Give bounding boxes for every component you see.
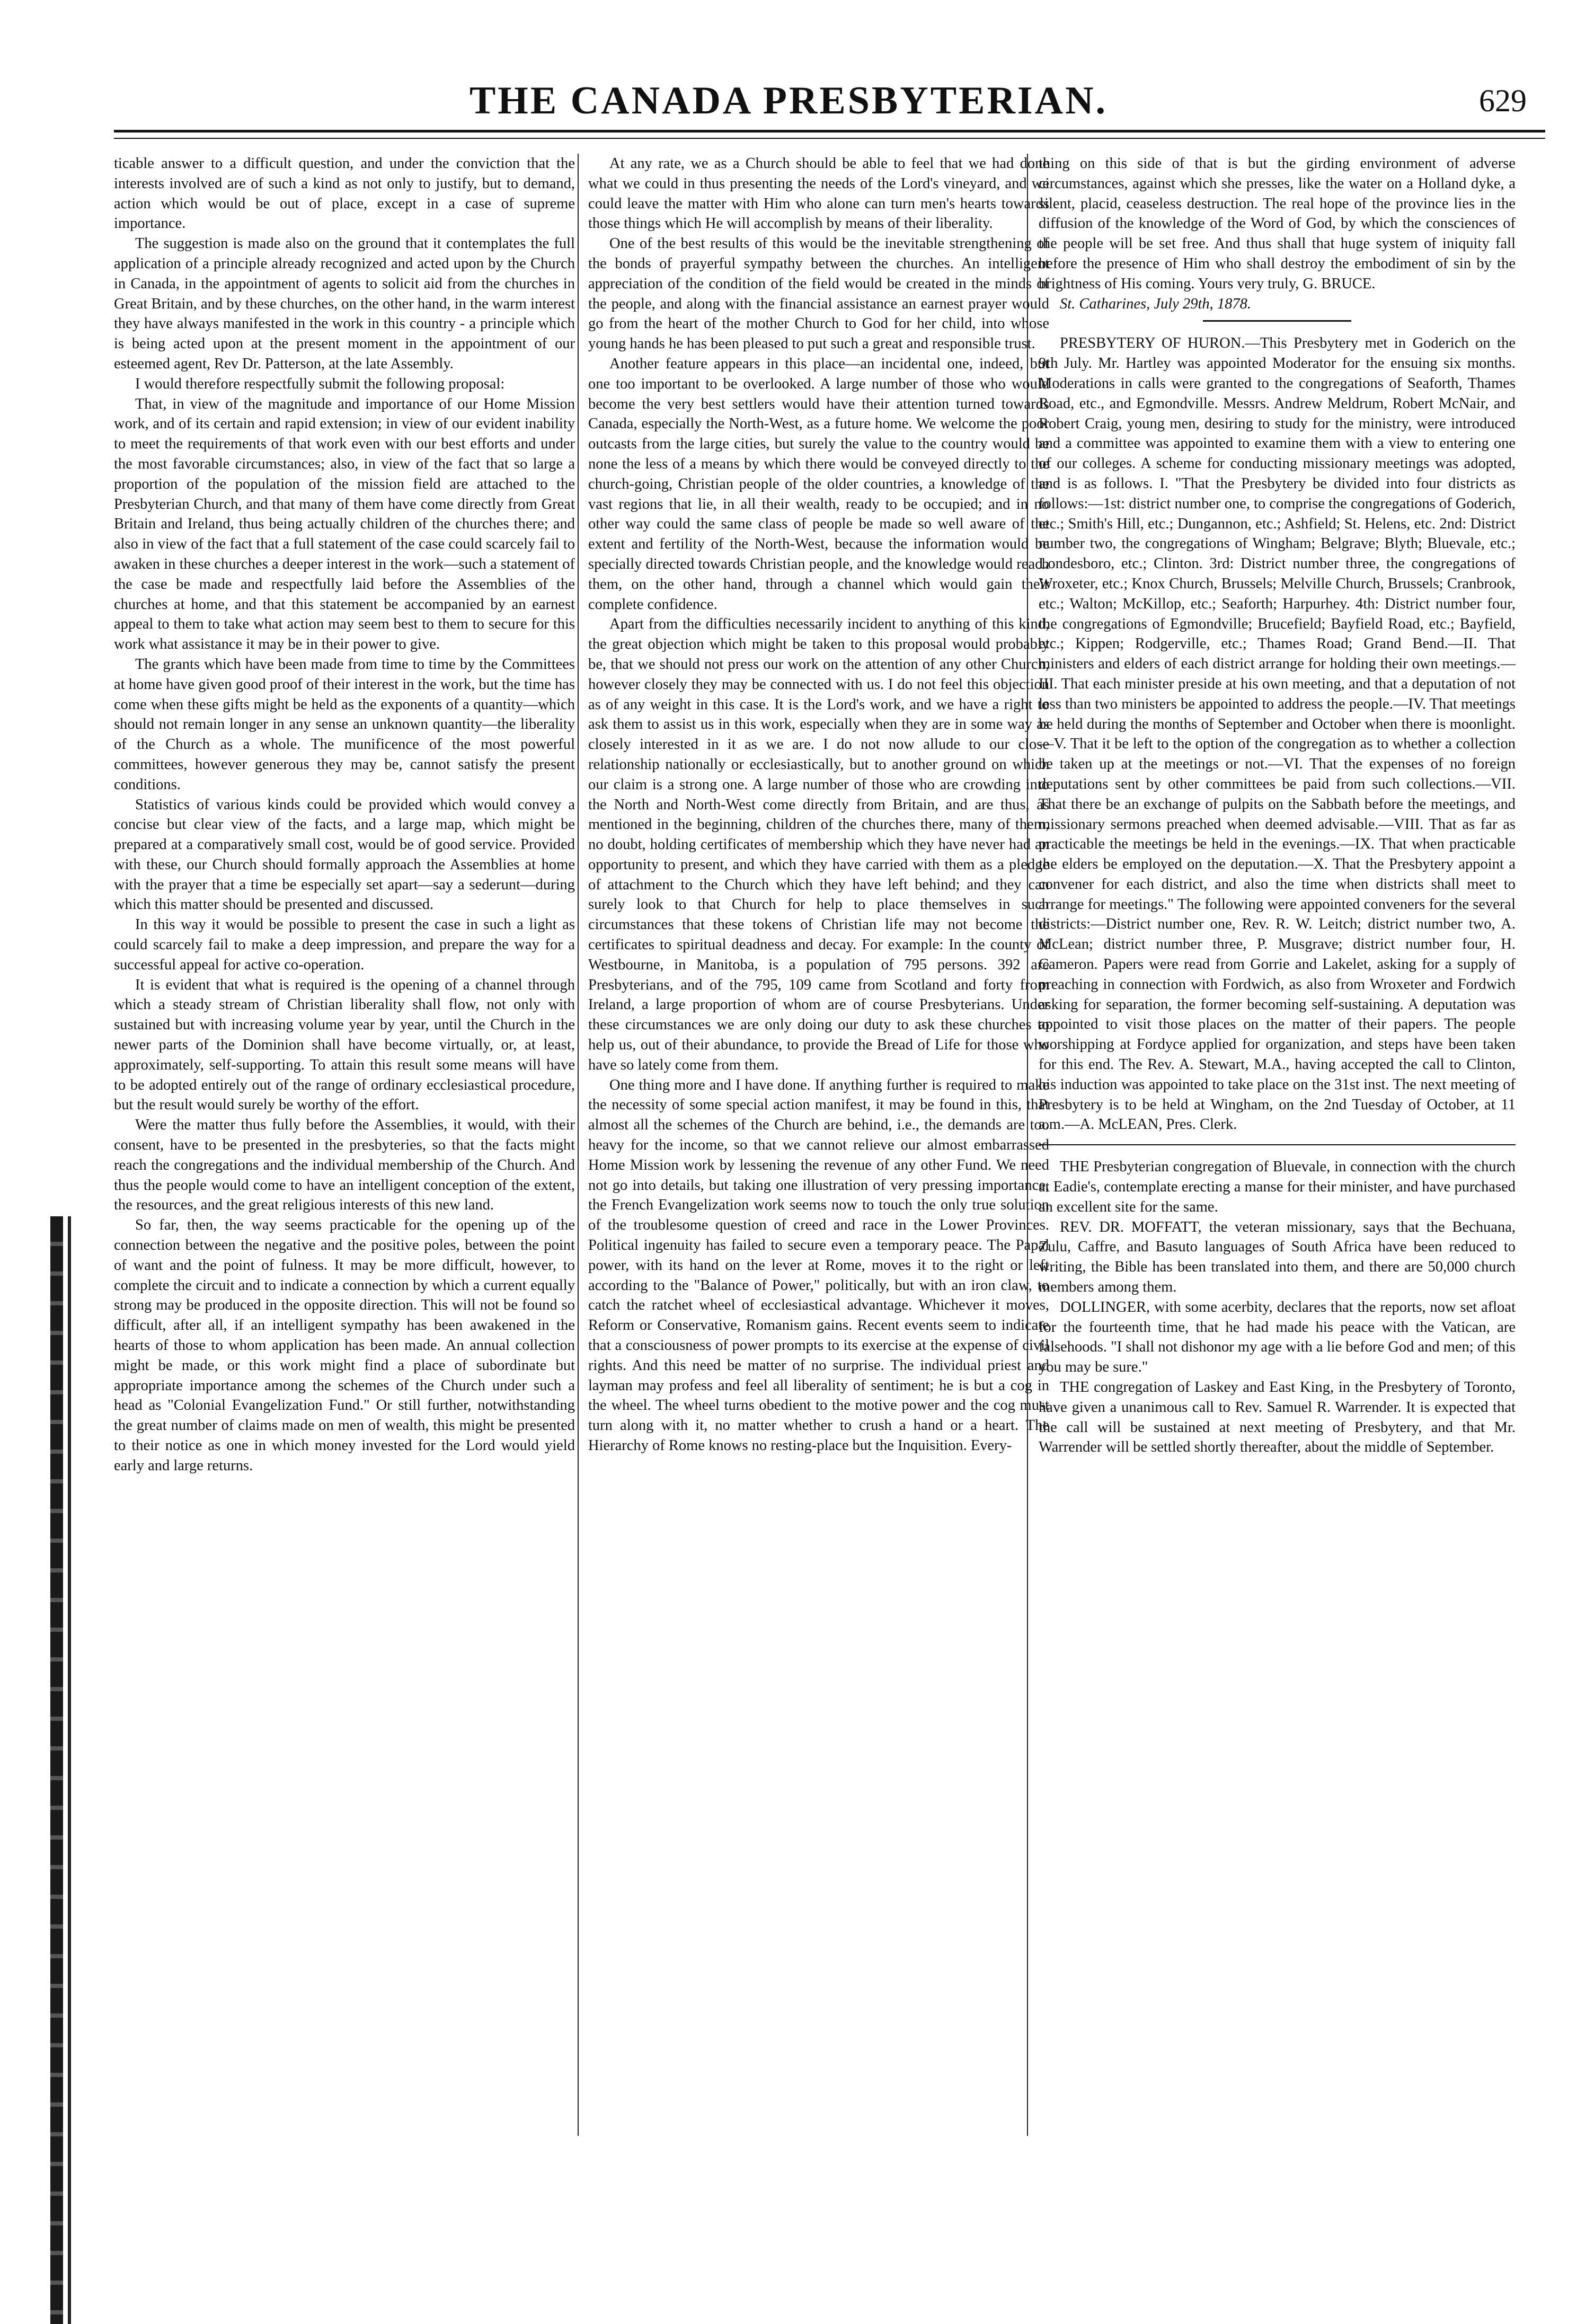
header-rule-thin [114,138,1545,139]
news-note: REV. DR. MOFFATT, the veteran missionary, says that the Bechuana, Zulu, Caffre, and Basuto languages of South Africa have been reduced to writing, the Bible has been translated into them, and there are 50,000 church members among them. [1039,1218,1516,1296]
header-rule-thick [114,130,1545,132]
paragraph: Statistics of various kinds could be provided which would convey a concise but clear view of the facts, and a large map, which might be prepared at a comparatively small cost, would be of good service. Provided with these, our Church should formally approach the Assemblies at home with the prayer that a time be especially set apart—say a sederunt—during which this matter should be presented and discussed. [114,796,575,913]
paragraph: The grants which have been made from time to time by the Committees at home have given good proof of their interest in the work, but the time has come when these gifts might be held as the exponents of a quantity—which should not remain longer in any sense an unknown quantity—the liberality of the Church as a whole. The munificence of the most powerful committees, however generous they may be, cannot satisfy the present conditions. [114,656,575,793]
paragraph: I would therefore respectfully submit the following proposal: [135,375,505,392]
page-number: 629 [1479,83,1527,118]
news-note: DOLLINGER, with some acerbity, declares that the reports, now set afloat for the fourteenth time, that he had made his peace with the Vatican, are falsehoods. "I shall not dishonor my age with a lie before God and men; of this you may be sure." [1039,1298,1516,1376]
paragraph: One of the best results of this would be the inevitable strengthening of the bonds of prayerful sympathy between the churches. An intelligent appreciation of the condition of the field would be created in the minds of the people, and along with the financial assistance an earnest prayer would go from the heart of the mother Church to God for her child, into whose young hands he has been pleased to put such a great and responsible trust. [588,235,1049,352]
paragraph: At any rate, we as a Church should be able to feel that we had done what we could in thus presenting the needs of the Lord's vineyard, and we could leave the matter with Him who alone can turn men's hearts towards those things which He will accomplish by means of their liberality. [588,155,1049,232]
margin-scan-line [68,1216,71,2324]
page-header [0,0,1577,132]
paragraph: The suggestion is made also on the ground that it contemplates the full application of a principle already recognized and acted upon by the Church in Canada, in the appointment of agents to solicit aid from the churches in Great Britain, and by these churches, on the other hand, in the warm interest they have always manifested in the work in this country - a principle which is being acted upon at the present moment in the appointment of our esteemed agent, Rev Dr. Patterson, at the late Assembly. [114,235,575,372]
paragraph: In this way it would be possible to present the case in such a light as could scarcely fail to make a deep impression, and prepare the way for a successful appeal for active co-operation. [114,916,575,973]
column-1 [114,154,575,1476]
section-rule [1039,1144,1516,1145]
paragraph: Apart from the difficulties necessarily incident to anything of this kind, the great objection which might be taken to this proposal would probably be, that we should not press our work on the attention of any other Church, however closely they may be connected with us. I do not feel this objection as of any weight in this case. It is the Lord's work, and we have a right to ask them to assist us in this work, especially when they are in some way as closely interested in it as we are. I do not now allude to our close relationship nationally or ecclesiastically, but to another ground on which our claim is a strong one. A large number of those who are crowding into the North and North-West come directly from Britain, and are thus, as mentioned in the beginning, children of the churches there, many of them, no doubt, holding certificates of membership which they have never had an opportunity to present, and which they have carried with them as a pledge of attachment to the Church which they have left behind; and they can surely look to that Church for help to place themselves in such circumstances that these tokens of Christian life may not become the certificates to spiritual deadness and decay. For example: In the county of Westbourne, in Manitoba, is a population of 795 persons. 392 are Presbyterians, and of the 795, 109 came from Scotland and forty from Ireland, a large proportion of whom are of course Presbyterians. Under these circumstances we are only doing our duty to ask these churches to help us, out of their abundance, to provide the Bread of Life for those who have so lately come from them. [588,616,1049,1073]
paragraph: It is evident that what is required is the opening of a channel through which a steady stream of Christian liberality shall flow, not only with sustained but with increasing volume year by year, until the Church in the newer parts of the Dominion shall have become virtually, or, at least, approximately, self-supporting. To attain this result some means will have to be adopted entirely out of the range of ordinary ecclesiastical procedure, but the result would surely be worthy of the effort. [114,976,575,1114]
column-2 [588,154,1049,1456]
paragraph: That, in view of the magnitude and importance of our Home Mission work, and of its certain and rapid extension; in view of our evident inability to meet the requirements of that work even with our best efforts and under the most favorable circumstances; also, in view of the fact that so large a proportion of the population of the mission field are attached to the Presbyterian Church, and that many of them have come directly from Great Britain and Ireland, thus being actually children of the churches there; and also in view of the fact that a full statement of the case could scarcely fail to awaken in these churches a deeper interest in the work—such a statement of the case be made and respectfully laid before the Assemblies of the churches at home, and that this statement be accompanied by an earnest appeal to them to take what action may seem best to them to secure for this work what assistance it may be in their power to give. [114,395,575,653]
presbytery-report: PRESBYTERY OF HURON.—This Presbytery met in Goderich on the 9th July. Mr. Hartley was appointed Moderator for the ensuing six months. Moderations in calls were granted to the congregations of Seaforth, Thames Road, etc., and Egmondville. Messrs. Andrew Meldrum, Robert McNair, and Robert Craig, young men, desiring to study for the ministry, were introduced and a committee was appointed to examine them with a view to entering one of our colleges. A scheme for conducting missionary meetings was adopted, and is as follows. I. "That the Presbytery be divided into four districts as follows:—1st: district number one, to comprise the congregations of Goderich, etc.; Smith's Hill, etc.; Dungannon, etc.; Ashfield; St. Helens, etc. 2nd: District number two, the congregations of Wingham; Belgrave; Blyth; Bluevale, etc.; Londesboro, etc.; Clinton. 3rd: District number three, the congregations of Wroxeter, etc.; Knox Church, Brussels; Melville Church, Brussels; Cranbrook, etc.; Walton; McKillop, etc.; Seaforth; Harpurhey. 4th: District number four, the congregations of Egmondville; Brucefield; Bayfield Road, etc.; Bayfield, etc.; Kippen; Rodgerville, etc.; Thames Road; Grand Bend.—II. That ministers and elders of each district arrange for holding their own meetings.—III. That each minister preside at his own meeting, and that a deputation of not less than two ministers be appointed to address the people.—IV. That meetings be held during the months of September and October when there is moonlight.—V. That it be left to the option of the congregation as to whether a collection be taken up at the meetings or not.—VI. That the expenses of no foreign deputations sent by other committees be paid from such collections.—VII. That there be an exchange of pulpits on the Sabbath before the meetings, and missionary sermons preached when deemed advisable.—VIII. That as far as practicable the meetings be held in the evenings.—IX. That when practicable the elders be employed on the deputation.—X. That the Presbytery appoint a convener for each district, and also the time when districts shall meet to arrange for meetings." The following were appointed conveners for the several districts:—District number one, Rev. R. W. Leitch; district number two, A. McLean; district number three, P. Musgrave; district number four, H. Cameron. Papers were read from Gorrie and Lakelet, asking for a supply of preaching in connection with Fordwich, as also from Wroxeter and Fordwich asking for separation, the former becoming self-sustaining. A deputation was appointed to visit those places on the matter of their papers. The people worshipping at Fordyce applied for organization, and steps have been taken for this end. The Rev. A. Stewart, M.A., having accepted the call to Clinton, his induction was appointed to take place on the 31st inst. The next meeting of Presbytery is to be held at Wingham, on the 2nd Tuesday of October, at 11 a.m.—A. McLEAN, Pres. Clerk. [1039,335,1516,1133]
news-note: THE Presbyterian congregation of Bluevale, in connection with the church at Eadie's, contemplate erecting a manse for their minister, and have purchased an excellent site for the same. [1039,1159,1516,1215]
paragraph: So far, then, the way seems practicable for the opening up of the connection between the negative and the positive poles, between the point of want and the point of fulness. It may be more difficult, however, to complete the circuit and to indicate a connection by which a current equally strong may be produced in the opposite direction. This will not be found so difficult, after all, if an intelligent sympathy has been awakened in the hearts of those to whom application has been made. An annual collection might be made, or this work might find a place of subordinate but appropriate importance among the schemes of the Church under such a head as "Colonial Evangelization Fund." Or still further, notwithstanding the great number of claims made on men of wealth, this might be presented to their notice as one in which money invested for the Lord would yield early and large returns. [114,1217,575,1474]
news-note: THE congregation of Laskey and East King, in the Presbytery of Toronto, have given a unanimous call to Rev. Samuel R. Warrender. It is expected that the call will be sustained at next meeting of Presbytery, and that Mr. Warrender will be settled shortly thereafter, about the middle of September. [1039,1379,1516,1456]
paragraph: ticable answer to a difficult question, and under the conviction that the interests involved are of such a kind as not only to justify, but to demand, action which would be out of place, except in a case of supreme importance. [114,155,575,232]
paragraph: Were the matter thus fully before the Assemblies, it would, with their consent, have to be presented in the presbyteries, so that the facts might reach the congregations and the individual membership of the Church. And thus the people would come to have an intelligent conception of the extent, the resources, and the great religious interests of this new land. [114,1117,575,1214]
paragraph: Another feature appears in this place—an incidental one, indeed, but one too important to be overlooked. A large number of those who would become the very best settlers would have their attention turned towards Canada, especially the North-West, as a future home. We welcome the poor outcasts from the large cities, but surely the value to the country would be none the less of a means by which there would be conveyed directly to the church-going, Christian people of the older countries, a knowledge of the vast regions that lie, in all their wealth, ready to be occupied; and in no other way could the same class of people be made so well aware of the extent and fertility of the North-West, because the information would be specially directed towards Christian people, and the knowledge would reach them, on the other hand, through a channel which would gain their complete confidence. [588,355,1049,613]
letter-signoff: St. Catharines, July 29th, 1878. [1060,295,1251,312]
section-rule [1203,320,1351,322]
margin-scan-bar [50,1216,63,2324]
paragraph: thing on this side of that is but the girding environment of adverse circumstances, against which she presses, like the water on a Holland dyke, a silent, placid, ceaseless destruction. The real hope of the province lies in the diffusion of the knowledge of the Word of God, by which the consciences of the people will be set free. And thus shall that huge system of iniquity fall before the presence of Him who shall destroy the embodiment of sin by the brightness of His coming. Yours very truly, G. BRUCE. [1039,155,1516,292]
column-3 [1039,154,1516,1457]
column-divider [578,154,579,2136]
page-title: THE CANADA PRESBYTERIAN. [469,79,1108,122]
paragraph: One thing more and I have done. If anything further is required to make the necessity of some special action manifest, it may be found in this, that almost all the schemes of the Church are behind, i.e., the demands are too heavy for the income, so that we cannot relieve our almost embarrassed Home Mission work by lessening the revenue of any other Fund. We need not go into details, but taking one illustration of very pressing importance, the French Evangelization work seems now to touch the only true solution of the troublesome question of creed and race in the Lower Provinces. Political ingenuity has failed to secure even a temporary peace. The Papal power, with its hand on the lever at Rome, moves it to the right or left according to the "Balance of Power," politically, but with an iron claw, to catch the ratchet wheel of ecclesiastical advantage. Whichever it moves, Reform or Conservative, Romanism gains. Recent events seem to indicate that a consciousness of power prompts to its exercise at the expense of civil rights. And this need be matter of no surprise. The individual priest and layman may profess and feel all liberality of sentiment; he is but a cog in the wheel. The wheel turns obedient to the motive power and the cog must turn along with it, no matter whether to crush a hand or a heart. The Hierarchy of Rome knows no resting-place but the Inquisition. Every- [588,1076,1049,1454]
